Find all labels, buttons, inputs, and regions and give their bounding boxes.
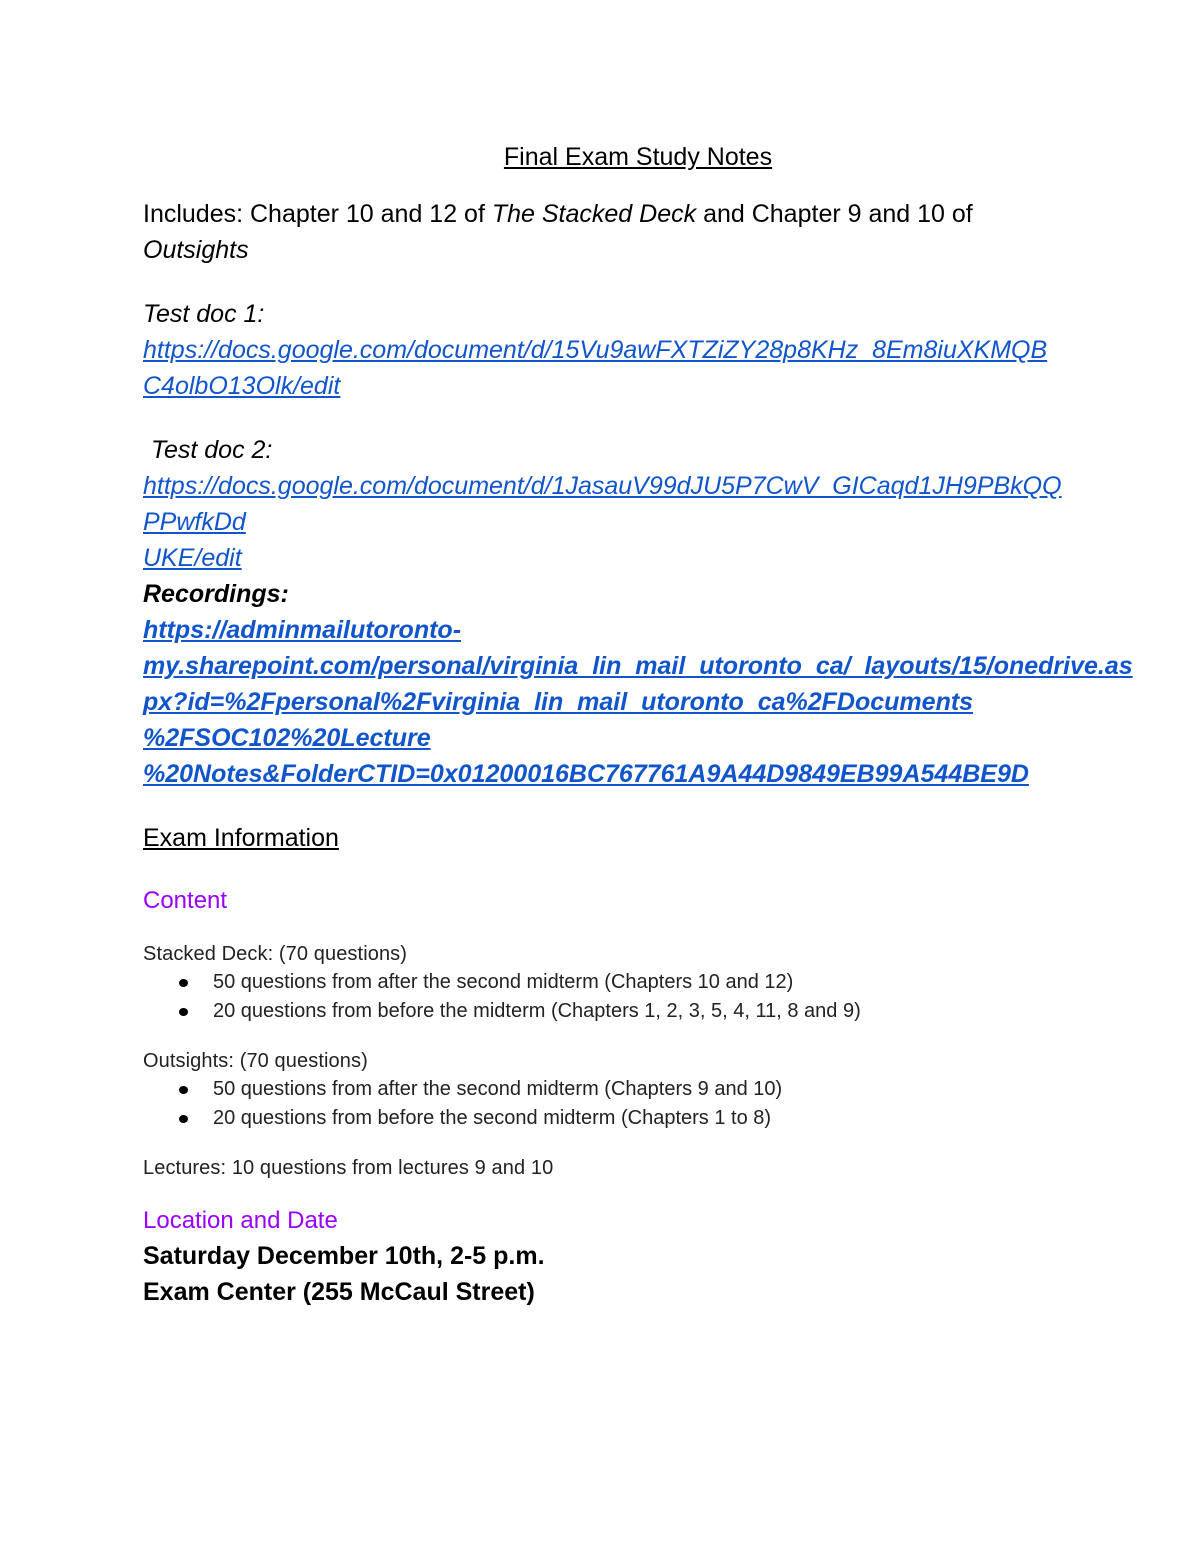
content-heading: Content xyxy=(143,887,228,914)
recordings-link-line-1: https://adminmailutoronto- xyxy=(143,616,462,644)
book-title-outsights: Outsights xyxy=(143,236,249,264)
exam-location: Exam Center (255 McCaul Street) xyxy=(143,1278,535,1306)
test-doc-1-section xyxy=(143,296,1163,404)
recordings-link-line-5: %20Notes&FolderCTID=0x01200016BC767761A9A44D9849EB99A544BE9D xyxy=(143,760,1029,788)
includes-middle: and Chapter 9 and 10 of xyxy=(696,200,973,228)
includes-prefix: Includes: Chapter 10 and 12 of xyxy=(143,200,492,228)
test-doc-1-link-line-1: https://docs.google.com/document/d/15Vu9awFXTZiZY28p8KHz_8Em8iuXKMQB xyxy=(143,336,1048,364)
recordings-link[interactable] xyxy=(143,612,1163,792)
test-doc-2-link[interactable] xyxy=(143,468,1163,576)
test-doc-1-link[interactable] xyxy=(143,332,1163,404)
list-item: 50 questions from after the second midterm (Chapters 9 and 10) xyxy=(213,1075,1163,1104)
test-doc-1-link-line-2: C4olbO13Olk/edit xyxy=(143,372,341,400)
test-doc-2-label: Test doc 2: xyxy=(151,436,273,464)
recordings-label: Recordings: xyxy=(143,580,289,608)
test-doc-2-link-line-2: PPwfkDd xyxy=(143,508,246,536)
document-page xyxy=(143,140,1163,1310)
recordings-link-line-3: px?id=%2Fpersonal%2Fvirginia_lin_mail_utoronto_ca%2FDocuments xyxy=(143,688,974,716)
recordings-link-line-4: %2FSOC102%20Lecture xyxy=(143,724,431,752)
recordings-link-line-2: my.sharepoint.com/personal/virginia_lin_mail_utoronto_ca/_layouts/15/onedrive.as xyxy=(143,652,1133,680)
exam-date: Saturday December 10th, 2-5 p.m. xyxy=(143,1242,545,1270)
document-title: Final Exam Study Notes xyxy=(503,143,773,171)
book-title-stacked-deck: The Stacked Deck xyxy=(491,200,697,228)
test-doc-2-link-line-3: UKE/edit xyxy=(143,544,242,572)
stacked-deck-list xyxy=(143,968,1163,1025)
test-doc-2-link-line-1: https://docs.google.com/document/d/1JasauV99dJU5P7CwV_GICaqd1JH9PBkQQ xyxy=(143,472,1062,500)
list-item: 50 questions from after the second midterm (Chapters 10 and 12) xyxy=(213,968,1163,997)
stacked-deck-label: Stacked Deck: (70 questions) xyxy=(143,943,408,965)
exam-information-heading: Exam Information xyxy=(143,824,339,852)
list-item: 20 questions from before the second midterm (Chapters 1 to 8) xyxy=(213,1104,1163,1133)
test-doc-2-section xyxy=(143,432,1163,792)
includes-paragraph xyxy=(143,196,1163,268)
list-item: 20 questions from before the midterm (Chapters 1, 2, 3, 5, 4, 11, 8 and 9) xyxy=(213,997,1163,1026)
outsights-list xyxy=(143,1075,1163,1132)
outsights-label: Outsights: (70 questions) xyxy=(143,1050,368,1072)
location-date-heading: Location and Date xyxy=(143,1207,338,1234)
test-doc-1-label: Test doc 1: xyxy=(143,300,265,328)
lectures-line: Lectures: 10 questions from lectures 9 and 10 xyxy=(143,1157,554,1179)
